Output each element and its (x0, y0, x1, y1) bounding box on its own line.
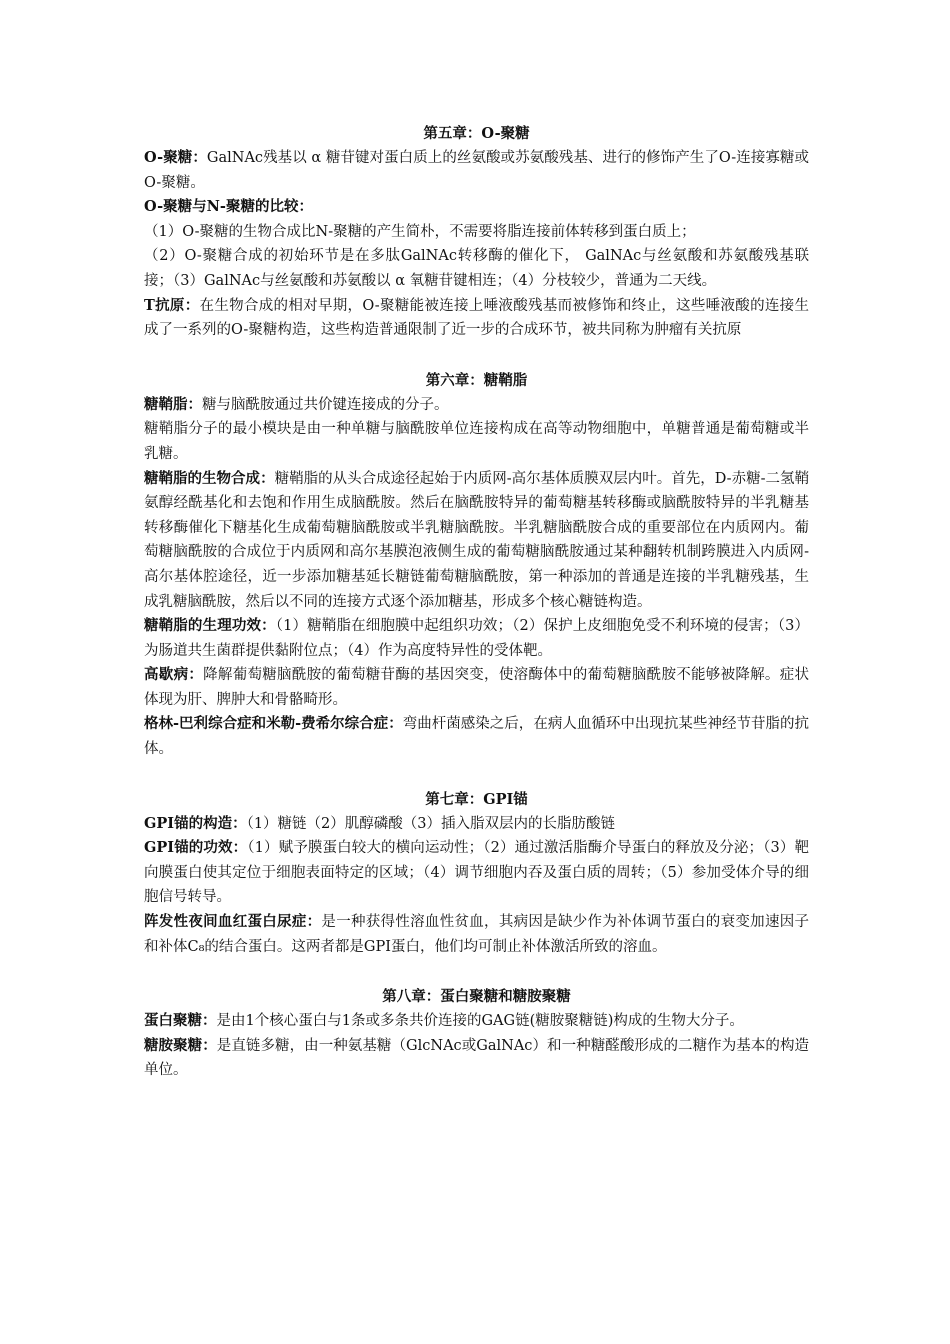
paragraph (144, 146, 809, 195)
paragraph-text: （2）O-聚糖合成的初始环节是在多肽GalNAc转移酶的催化下， GalNAc与丝氨酸和苏氨酸残基联接；（3）GalNAc与丝氨酸和苏氨酸以 α 氧糖苷键相连；（4）分枝较少，普通为二天线。 (144, 248, 809, 289)
section-spacer (144, 959, 809, 985)
paragraph (144, 244, 809, 293)
paragraph-text: GalNAc残基以 α 糖苷键对蛋白质上的丝氨酸或苏氨酸残基、进行的修饰产生了O-连接寡糖或O-聚糖。 (144, 150, 809, 191)
paragraph-text: （1）赋予膜蛋白较大的横向运动性；（2）通过激活脂酶介导蛋白的释放及分泌；（3）靶向膜蛋白使其定位于细胞表面特定的区域；（4）调节细胞内吞及蛋白质的周转；（5）参加受体介导的细胞信号转导。 (144, 840, 809, 906)
term-label: O-聚糖与N-聚糖的比较： (144, 198, 313, 216)
paragraph-text: 糖鞘脂分子的最小模块是由一种单糖与脑酰胺单位连接构成在高等动物细胞中，单糖普通是葡萄糖或半乳糖。 (144, 421, 809, 462)
term-label: GPI锚的构造： (144, 814, 247, 832)
paragraph (144, 417, 809, 466)
paragraph-text: 是直链多糖，由一种氨基糖（GlcNAc或GalNAc）和一种糖醛酸形成的二糖作为基本的构造单位。 (144, 1037, 810, 1079)
paragraph (144, 663, 809, 712)
term-label: 糖鞘脂： (144, 395, 202, 413)
document-page (144, 122, 809, 1083)
paragraph (144, 910, 809, 959)
paragraph-text: 糖与脑酰胺通过共价键连接成的分子。 (202, 396, 449, 413)
term-label: GPI锚的功效： (144, 839, 248, 857)
term-label: 阵发性夜间血红蛋白尿症： (144, 913, 322, 931)
term-label: 糖胺聚糖： (144, 1036, 217, 1054)
paragraph (144, 220, 809, 245)
chapter-title: 第八章：蛋白聚糖和糖胺聚糖 (382, 988, 571, 1006)
paragraph (144, 614, 809, 663)
paragraph-text: 弯曲杆菌感染之后，在病人血循环中出现抗某些神经节苷脂的抗体。 (144, 716, 809, 758)
chapter-7 (144, 788, 809, 960)
paragraph-text: 是由1个核心蛋白与1条或多条共价连接的GAG链(糖胺聚糖链)构成的生物大分子。 (216, 1013, 744, 1030)
paragraph (144, 467, 809, 615)
paragraph (144, 393, 809, 418)
term-label: 糖鞘脂的生物合成： (144, 469, 275, 487)
chapter-8 (144, 985, 809, 1083)
chapter-title: 第五章：O-聚糖 (423, 125, 530, 142)
paragraph-text: 是一种获得性溶血性贫血，其病因是缺少作为补体调节蛋白的衰变加速因子和补体C₈的结合蛋白。这两者都是GPI蛋白，他们均可制止补体激活所致的溶血。 (144, 914, 810, 955)
term-label: 糖鞘脂的生理功效： (144, 617, 276, 635)
paragraph (144, 712, 809, 761)
chapter-5 (144, 122, 809, 343)
chapter-title: 第七章：GPI锚 (425, 790, 528, 808)
paragraph-text: （1）糖鞘脂在细胞膜中起组织功效；（2）保护上皮细胞免受不利环境的侵害；（3）为肠道共生菌群提供黏附位点；（4）作为高度特异性的受体靶。 (144, 618, 809, 659)
term-label: O-聚糖： (144, 149, 207, 166)
term-label: 高歇病： (144, 666, 204, 684)
chapter-title: 第六章：糖鞘脂 (425, 371, 528, 389)
term-label: 格林-巴利综合症和米勒-费希尔综合症： (144, 715, 403, 733)
paragraph (144, 294, 809, 343)
paragraph (144, 812, 809, 837)
paragraph-text: 在生物合成的相对早期，O-聚糖能被连接上唾液酸残基而被修饰和终止，这些唾液酸的连接生成了一系列的O-聚糖构造，这些构造普通限制了近一步的合成环节，被共同称为肿瘤有关抗原 (144, 297, 809, 339)
paragraph (144, 1009, 809, 1034)
paragraph-text: 降解葡萄糖脑酰胺的葡萄糖苷酶的基因突变，使溶酶体中的葡萄糖脑酰胺不能够被降解。症状体现为肝、脾肿大和骨骼畸形。 (144, 667, 810, 708)
paragraph (144, 1034, 809, 1083)
section-spacer (144, 343, 809, 369)
paragraph-text: （1）糖链（2）肌醇磷酸（3）插入脂双层内的长脂肪酸链 (246, 815, 616, 832)
paragraph (144, 195, 809, 220)
term-label: T抗原： (144, 296, 200, 314)
paragraph-text: （1）O-聚糖的生物合成比N-聚糖的产生简朴，不需要将脂连接前体转移到蛋白质上； (144, 223, 696, 240)
paragraph (144, 836, 809, 910)
term-label: 蛋白聚糖： (144, 1012, 217, 1030)
section-spacer (144, 762, 809, 788)
chapter-6 (144, 369, 809, 762)
paragraph-text: 糖鞘脂的从头合成途径起始于内质网-高尔基体质膜双层内叶。首先，D-赤糖-二氢鞘氨醇经酰基化和去饱和作用生成脑酰胺。然后在脑酰胺特异的葡萄糖基转移酶或脑酰胺特异的半乳糖基转移酶催化下糖基化生成葡萄糖脑酰胺或半乳糖脑酰胺。半乳糖脑酰胺合成的重要部位在内质网内。葡萄糖脑酰胺的合成位于内质网和高尔基膜泡液侧生成的葡萄糖脑酰胺通过某种翻转机制跨膜进入内质网-高尔基体腔途径，近一步添加糖基延长糖链葡萄糖脑酰胺，第一种添加的普通是连接的半乳糖残基，生成乳糖脑酰胺，然后以不同的连接方式逐个添加糖基，形成多个核心糖链构造。 (144, 470, 810, 610)
